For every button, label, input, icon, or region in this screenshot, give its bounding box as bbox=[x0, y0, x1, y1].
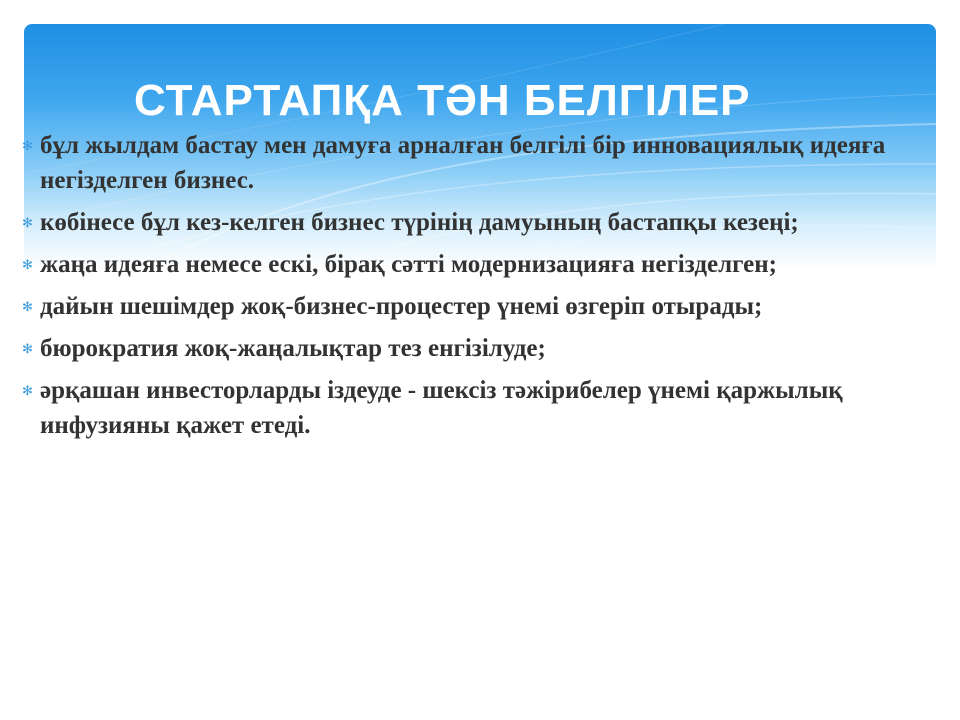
bullet-text: жаңа идеяға немесе ескі, бірақ сәтті модернизацияға негізделген; bbox=[40, 251, 777, 278]
bullet-item bbox=[16, 128, 936, 198]
bullet-item bbox=[16, 289, 936, 324]
bullet-list bbox=[16, 128, 936, 450]
bullet-text: дайын шешімдер жоқ-бизнес-процестер үнемі өзгеріп отырады; bbox=[40, 293, 763, 320]
bullet-item bbox=[16, 247, 936, 282]
bullet-text: әрқашан инвесторларды іздеуде - шексіз тәжірибелер үнемі қаржылық инфузияны қажет етеді. bbox=[40, 377, 843, 439]
bullet-text: көбінесе бұл кез-келген бизнес түрінің дамуының бастапқы кезеңі; bbox=[40, 209, 799, 236]
bullet-item bbox=[16, 331, 936, 366]
slide-title: СТАРТАПҚА ТӘН БЕЛГІЛЕР bbox=[134, 76, 751, 125]
bullet-item bbox=[16, 205, 936, 240]
bullet-text: бюрократия жоқ-жаңалықтар тез енгізілуде; bbox=[40, 335, 546, 362]
asterisk-bullet-icon: ✻ bbox=[22, 258, 33, 273]
bullet-text: бұл жылдам бастау мен дамуға арналған белгілі бір инновациялық идеяға негізделген бизнес. bbox=[40, 132, 886, 194]
asterisk-bullet-icon: ✻ bbox=[22, 216, 33, 231]
bullet-item bbox=[16, 373, 936, 443]
asterisk-bullet-icon: ✻ bbox=[22, 384, 33, 399]
asterisk-bullet-icon: ✻ bbox=[22, 342, 33, 357]
asterisk-bullet-icon: ✻ bbox=[22, 300, 33, 315]
asterisk-bullet-icon: ✻ bbox=[22, 139, 33, 154]
